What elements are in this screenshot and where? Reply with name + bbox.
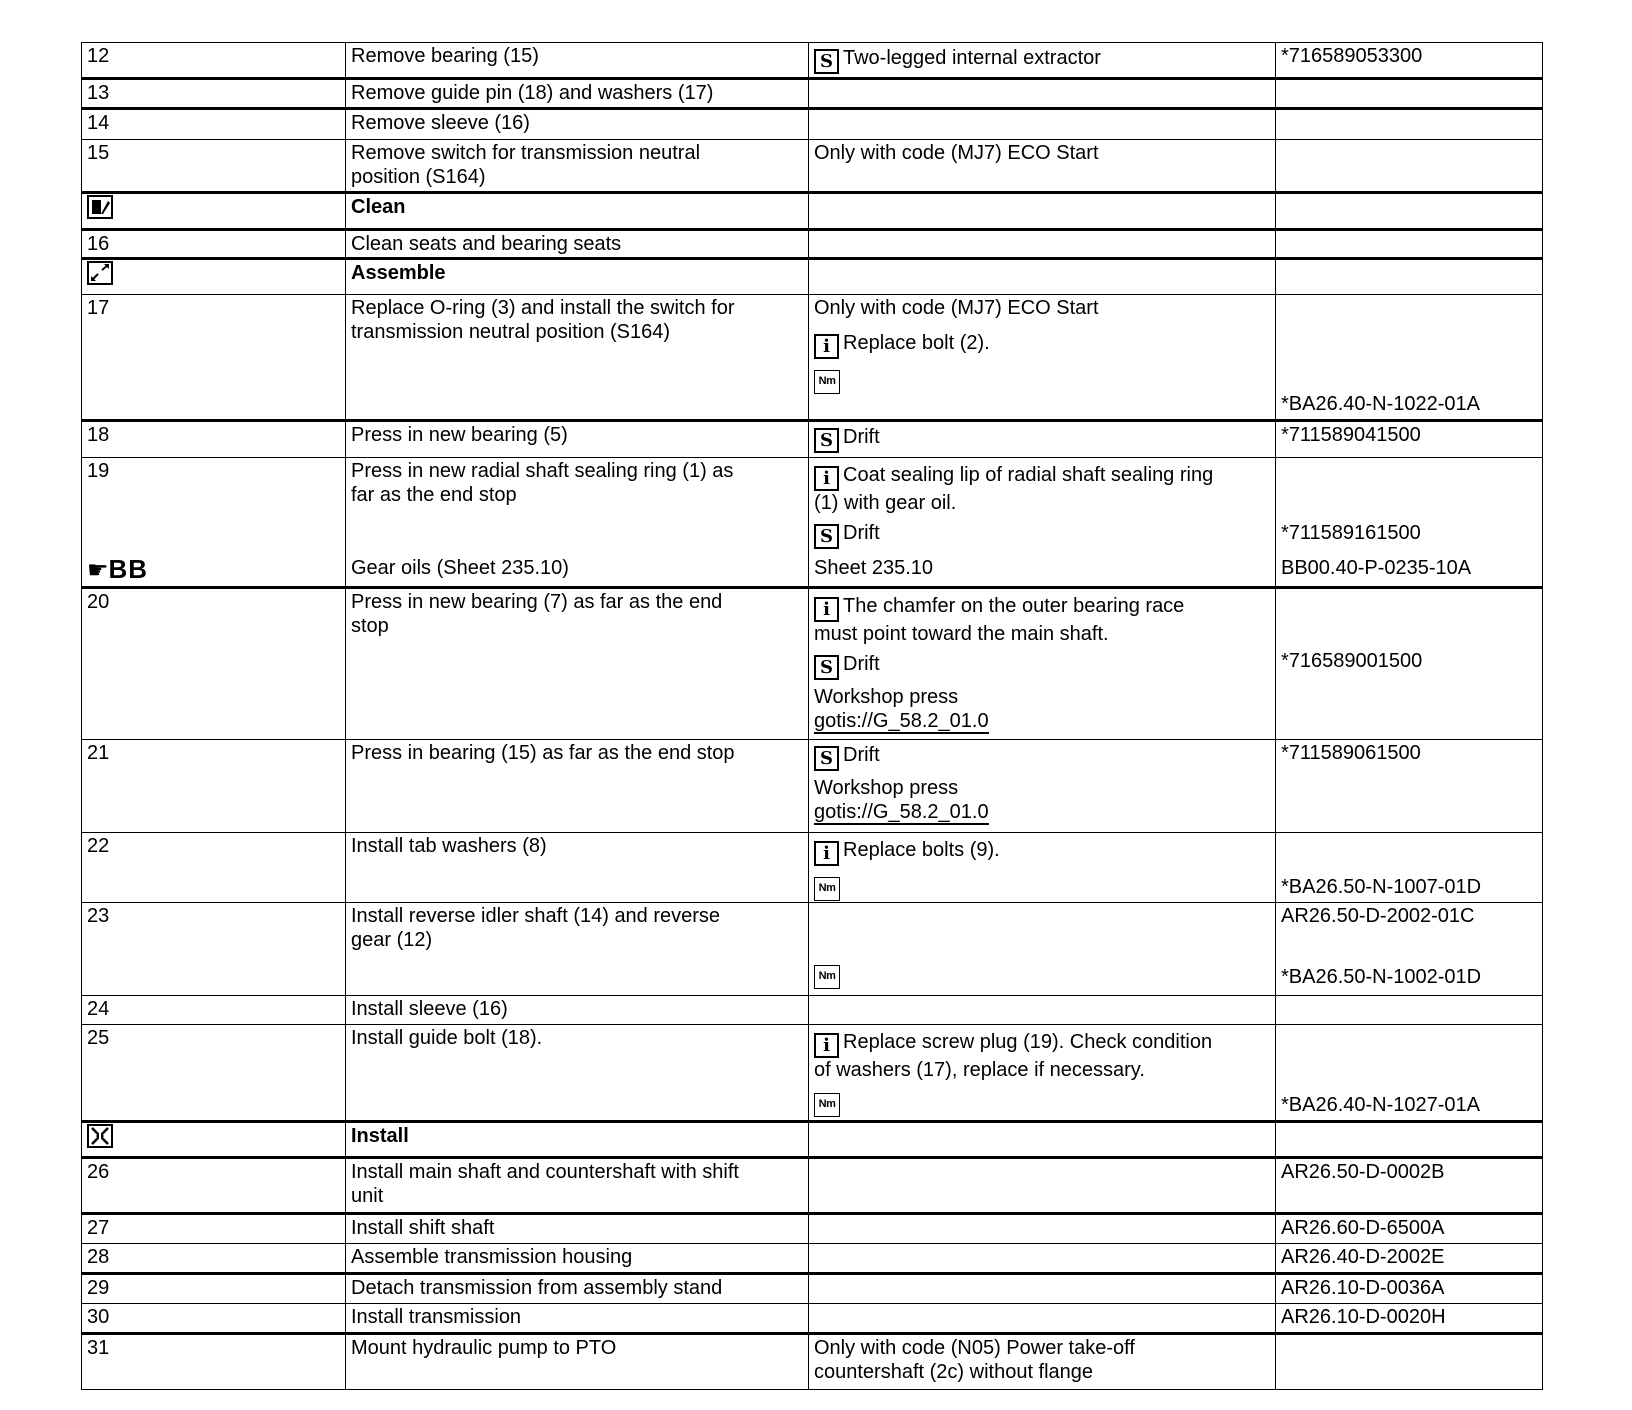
step-note-cell <box>809 588 1276 740</box>
step-reference[interactable]: *711589041500 <box>1276 421 1543 458</box>
step-reference[interactable]: AR26.10-D-0036A <box>1276 1274 1543 1304</box>
step-reference[interactable]: AR26.60-D-6500A <box>1276 1214 1543 1244</box>
step-number: 15 <box>82 140 346 193</box>
step-reference <box>1276 140 1543 193</box>
step-note <box>809 109 1276 140</box>
step-number: 17 <box>82 295 346 421</box>
empty-cell <box>1276 193 1543 230</box>
torque-nm-icon: Nm <box>814 1093 840 1117</box>
step-number: 22 <box>82 833 346 903</box>
step-reference[interactable]: *716589001500 <box>1276 588 1543 740</box>
wrench-tool-icon: S <box>814 655 839 680</box>
step-action: Press in new bearing (5) <box>346 421 809 458</box>
info-icon: i <box>814 1033 839 1058</box>
sub-reference[interactable]: BB00.40-P-0235-10A <box>1281 557 1472 579</box>
step-reference[interactable]: AR26.40-D-2002E <box>1276 1244 1543 1274</box>
step-number: 25 <box>82 1025 346 1122</box>
step-reference-cell <box>1276 458 1543 588</box>
step-note-cell <box>809 295 1276 421</box>
step-note-cell <box>809 903 1276 996</box>
step-reference[interactable]: *BA26.40-N-1027-01A <box>1276 1025 1543 1122</box>
step-reference <box>1276 996 1543 1025</box>
empty-cell <box>1276 1122 1543 1158</box>
step-action: Install shift shaft <box>346 1214 809 1244</box>
install-icon <box>87 1124 113 1148</box>
step-note <box>809 1158 1276 1214</box>
section-title: Install <box>346 1122 809 1158</box>
step-note: Only with code (N05) Power take-off countershaft (2c) without flange <box>809 1334 1276 1390</box>
step-number: 20 <box>82 588 346 740</box>
step-number: 12 <box>82 43 346 79</box>
tool-label: Drift <box>843 426 880 448</box>
step-number-cell: 19 ☛BB <box>82 458 346 588</box>
step-action: Install tab washers (8) <box>346 833 809 903</box>
step-reference <box>1276 1334 1543 1390</box>
empty-cell <box>809 1122 1276 1158</box>
step-action: Remove guide pin (18) and washers (17) <box>346 79 809 109</box>
step-number: 23 <box>82 903 346 996</box>
info-text: of washers (17), replace if necessary. <box>814 1059 1145 1081</box>
step-reference[interactable]: *711589061500 <box>1276 740 1543 833</box>
step-number: 14 <box>82 109 346 140</box>
work-steps-table <box>81 42 1543 1390</box>
empty-cell <box>1276 259 1543 295</box>
step-number: 16 <box>82 230 346 259</box>
info-text: The chamfer on the outer bearing race <box>843 595 1185 617</box>
step-note-cell <box>809 458 1276 588</box>
step-reference[interactable]: AR26.50-D-0002B <box>1276 1158 1543 1214</box>
step-note <box>809 230 1276 259</box>
step-reference <box>1276 230 1543 259</box>
tool-label: Drift <box>843 522 880 544</box>
step-action: Remove sleeve (16) <box>346 109 809 140</box>
step-action: Press in bearing (15) as far as the end stop <box>346 740 809 833</box>
step-action: Press in new radial shaft sealing ring (1) as far as the end stop Gear oils (Sheet 235.10) <box>346 458 809 588</box>
step-note-cell <box>809 833 1276 903</box>
step-note <box>809 1304 1276 1334</box>
press-label: Workshop press <box>814 686 959 708</box>
step-action: Remove switch for transmission neutral position (S164) <box>346 140 809 193</box>
step-tool-cell <box>809 43 1276 79</box>
empty-cell <box>809 193 1276 230</box>
info-icon: i <box>814 841 839 866</box>
section-icon-cell <box>82 259 346 295</box>
note-text: Only with code (MJ7) ECO Start <box>814 297 1099 319</box>
step-number: 30 <box>82 1304 346 1334</box>
tool-label: Drift <box>843 744 880 766</box>
torque-nm-icon: Nm <box>814 965 840 989</box>
assemble-icon <box>87 261 113 285</box>
section-title: Clean <box>346 193 809 230</box>
sub-note: Sheet 235.10 <box>814 557 933 579</box>
step-note-cell <box>809 740 1276 833</box>
step-reference[interactable]: AR26.10-D-0020H <box>1276 1304 1543 1334</box>
step-action: Assemble transmission housing <box>346 1244 809 1274</box>
step-action: Detach transmission from assembly stand <box>346 1274 809 1304</box>
clean-icon <box>87 195 113 219</box>
torque-nm-icon: Nm <box>814 877 840 901</box>
step-reference <box>1276 109 1543 140</box>
tool-label: Two-legged internal extractor <box>843 47 1101 69</box>
section-icon-cell <box>82 193 346 230</box>
step-number: 18 <box>82 421 346 458</box>
info-icon: i <box>814 466 839 491</box>
pointing-hand-icon: ☛ <box>87 557 109 584</box>
step-action: Install guide bolt (18). <box>346 1025 809 1122</box>
wrench-tool-icon: S <box>814 524 839 549</box>
step-number: 21 <box>82 740 346 833</box>
step-number: 26 <box>82 1158 346 1214</box>
step-note <box>809 1244 1276 1274</box>
step-number: 13 <box>82 79 346 109</box>
info-text: Replace bolts (9). <box>843 839 1000 861</box>
step-reference[interactable]: *BA26.40-N-1022-01A <box>1276 295 1543 421</box>
step-action: Clean seats and bearing seats <box>346 230 809 259</box>
step-action: Install main shaft and countershaft with shift unit <box>346 1158 809 1214</box>
info-icon: i <box>814 597 839 622</box>
info-text: must point toward the main shaft. <box>814 623 1109 645</box>
step-number: 24 <box>82 996 346 1025</box>
step-note <box>809 996 1276 1025</box>
step-number: 27 <box>82 1214 346 1244</box>
step-number: 28 <box>82 1244 346 1274</box>
step-action: Remove bearing (15) <box>346 43 809 79</box>
step-action: Press in new bearing (7) as far as the end stop <box>346 588 809 740</box>
step-action: Install transmission <box>346 1304 809 1334</box>
wrench-tool-icon: S <box>814 49 839 74</box>
step-reference-cell <box>1276 903 1543 996</box>
step-tool-cell <box>809 421 1276 458</box>
info-text: Replace screw plug (19). Check condition <box>843 1031 1213 1053</box>
step-reference[interactable]: *BA26.50-N-1002-01D <box>1281 966 1482 988</box>
step-note <box>809 1214 1276 1244</box>
info-text: Replace bolt (2). <box>843 332 990 354</box>
step-reference <box>1276 79 1543 109</box>
step-reference[interactable]: *716589053300 <box>1276 43 1543 79</box>
bb-mark: BB <box>108 554 149 584</box>
wrench-tool-icon: S <box>814 428 839 453</box>
step-note-cell <box>809 1025 1276 1122</box>
step-number: 31 <box>82 1334 346 1390</box>
sub-action: Gear oils (Sheet 235.10) <box>351 557 569 579</box>
section-title: Assemble <box>346 259 809 295</box>
step-note: Only with code (MJ7) ECO Start <box>809 140 1276 193</box>
step-note <box>809 79 1276 109</box>
step-action: Install sleeve (16) <box>346 996 809 1025</box>
info-text: Coat sealing lip of radial shaft sealing ring <box>843 464 1214 486</box>
empty-cell <box>809 259 1276 295</box>
step-action: Replace O-ring (3) and install the switch for transmission neutral position (S164) <box>346 295 809 421</box>
info-icon: i <box>814 334 839 359</box>
step-action: Install reverse idler shaft (14) and reverse gear (12) <box>346 903 809 996</box>
info-text: (1) with gear oil. <box>814 492 957 514</box>
press-label: Workshop press <box>814 777 959 799</box>
press-link[interactable]: gotis://G_58.2_01.0 <box>814 801 989 823</box>
press-link[interactable]: gotis://G_58.2_01.0 <box>814 710 989 732</box>
section-icon-cell <box>82 1122 346 1158</box>
tool-label: Drift <box>843 653 880 675</box>
step-number: 29 <box>82 1274 346 1304</box>
step-reference[interactable]: *711589161500 <box>1281 522 1421 544</box>
wrench-tool-icon: S <box>814 746 839 771</box>
step-reference[interactable]: AR26.50-D-2002-01C <box>1281 905 1475 927</box>
step-action: Mount hydraulic pump to PTO <box>346 1334 809 1390</box>
step-note <box>809 1274 1276 1304</box>
step-reference[interactable]: *BA26.50-N-1007-01D <box>1276 833 1543 903</box>
torque-nm-icon: Nm <box>814 370 840 394</box>
